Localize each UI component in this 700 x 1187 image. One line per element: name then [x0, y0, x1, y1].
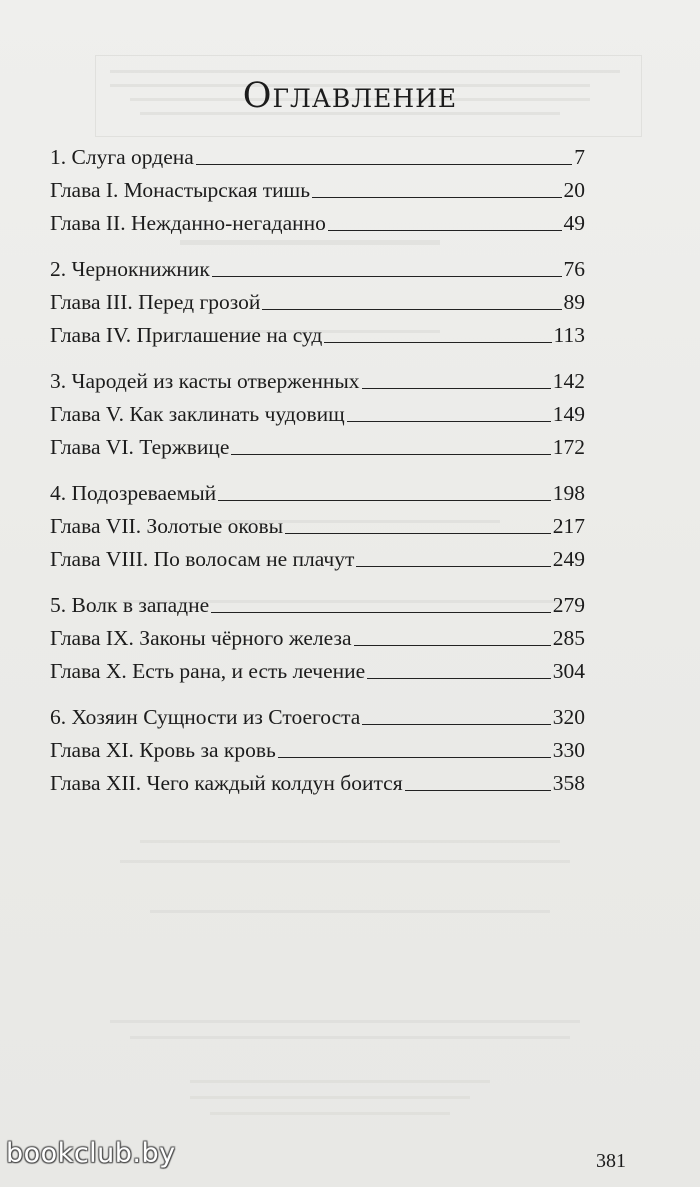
toc-entry-page: 304: [552, 659, 585, 683]
toc-entry-title: Глава VII. Золотые оковы: [50, 514, 284, 538]
bleed-through-line: [120, 860, 570, 863]
toc-chapter-entry: [50, 538, 585, 571]
toc-entry-title: Глава XII. Чего каждый колдун боится: [50, 771, 403, 795]
page-title: Оглавление: [242, 76, 458, 116]
toc-leader-line: [211, 611, 551, 613]
toc-entry-page: 358: [552, 771, 585, 795]
toc-chapter-entry: [50, 169, 585, 202]
toc-part-entry: [50, 136, 585, 169]
toc-entry-page: 198: [552, 481, 585, 505]
toc-part-entry: [50, 584, 585, 617]
toc-leader-line: [354, 644, 551, 646]
toc-chapter-entry: [50, 729, 585, 762]
toc-leader-line: [231, 453, 550, 455]
toc-leader-line: [262, 308, 561, 310]
toc-entry-page: 217: [552, 514, 585, 538]
bleed-through-line: [210, 1112, 450, 1115]
toc-leader-line: [356, 565, 550, 567]
toc-leader-line: [285, 532, 551, 534]
toc-entry-title: 2. Чернокнижник: [50, 257, 210, 281]
toc-entry-page: 113: [553, 323, 585, 347]
toc-chapter-entry: [50, 762, 585, 795]
toc-chapter-entry: [50, 505, 585, 538]
toc-entry-page: 49: [563, 211, 585, 235]
toc-leader-line: [347, 420, 551, 422]
toc-leader-line: [328, 229, 562, 231]
toc-leader-line: [405, 789, 551, 791]
bleed-through-line: [190, 1096, 470, 1099]
toc-entry-page: 7: [574, 145, 585, 169]
toc-chapter-entry: [50, 650, 585, 683]
toc-entry-title: Глава II. Нежданно-негаданно: [50, 211, 326, 235]
toc-entry-title: 3. Чародей из касты отверженных: [50, 369, 360, 393]
toc-chapter-entry: [50, 426, 585, 459]
toc-entry-page: 320: [552, 705, 585, 729]
toc-leader-line: [196, 163, 572, 165]
toc-entry-page: 76: [563, 257, 585, 281]
toc-chapter-entry: [50, 281, 585, 314]
toc-entry-title: 4. Подозреваемый: [50, 481, 217, 505]
toc-leader-line: [212, 275, 562, 277]
table-of-contents: [50, 136, 585, 795]
toc-entry-title: Глава X. Есть рана, и есть лечение: [50, 659, 366, 683]
toc-entry-title: Глава VI. Тержвице: [50, 435, 230, 459]
toc-entry-title: Глава IV. Приглашение на суд: [50, 323, 323, 347]
toc-leader-line: [367, 677, 551, 679]
toc-part-entry: [50, 472, 585, 505]
toc-part-entry: [50, 360, 585, 393]
toc-entry-page: 172: [552, 435, 585, 459]
bleed-through-line: [130, 1036, 570, 1039]
toc-entry-page: 285: [552, 626, 585, 650]
toc-leader-line: [278, 756, 551, 758]
toc-entry-page: 142: [552, 369, 585, 393]
toc-part-entry: [50, 696, 585, 729]
toc-entry-title: 1. Слуга ордена: [50, 145, 194, 169]
toc-leader-line: [324, 341, 551, 343]
bleed-through-line: [190, 1080, 490, 1083]
toc-leader-line: [362, 723, 550, 725]
toc-entry-title: 5. Волк в западне: [50, 593, 210, 617]
toc-entry-title: Глава I. Монастырская тишь: [50, 178, 311, 202]
toc-entry-title: Глава XI. Кровь за кровь: [50, 738, 276, 762]
toc-chapter-entry: [50, 393, 585, 426]
bleed-through-line: [140, 840, 560, 843]
toc-entry-page: 149: [552, 402, 585, 426]
toc-leader-line: [218, 499, 551, 501]
page-number: 381: [596, 1150, 626, 1172]
toc-entry-title: Глава V. Как заклинать чудовищ: [50, 402, 345, 426]
toc-entry-page: 249: [552, 547, 585, 571]
toc-chapter-entry: [50, 617, 585, 650]
toc-entry-page: 20: [563, 178, 585, 202]
toc-part-entry: [50, 248, 585, 281]
bleed-through-line: [110, 1020, 580, 1023]
toc-entry-title: Глава IX. Законы чёрного железа: [50, 626, 352, 650]
toc-entry-title: Глава VIII. По волосам не плачут: [50, 547, 355, 571]
toc-chapter-entry: [50, 202, 585, 235]
toc-entry-title: 6. Хозяин Сущности из Стоегоста: [50, 705, 361, 729]
toc-entry-page: 89: [563, 290, 585, 314]
bleed-through-line: [110, 70, 620, 73]
watermark: bookclub.by: [6, 1138, 176, 1169]
toc-leader-line: [362, 387, 551, 389]
toc-entry-title: Глава III. Перед грозой: [50, 290, 261, 314]
toc-chapter-entry: [50, 314, 585, 347]
bleed-through-line: [150, 910, 550, 913]
toc-entry-page: 279: [552, 593, 585, 617]
toc-entry-page: 330: [552, 738, 585, 762]
toc-leader-line: [312, 196, 561, 198]
